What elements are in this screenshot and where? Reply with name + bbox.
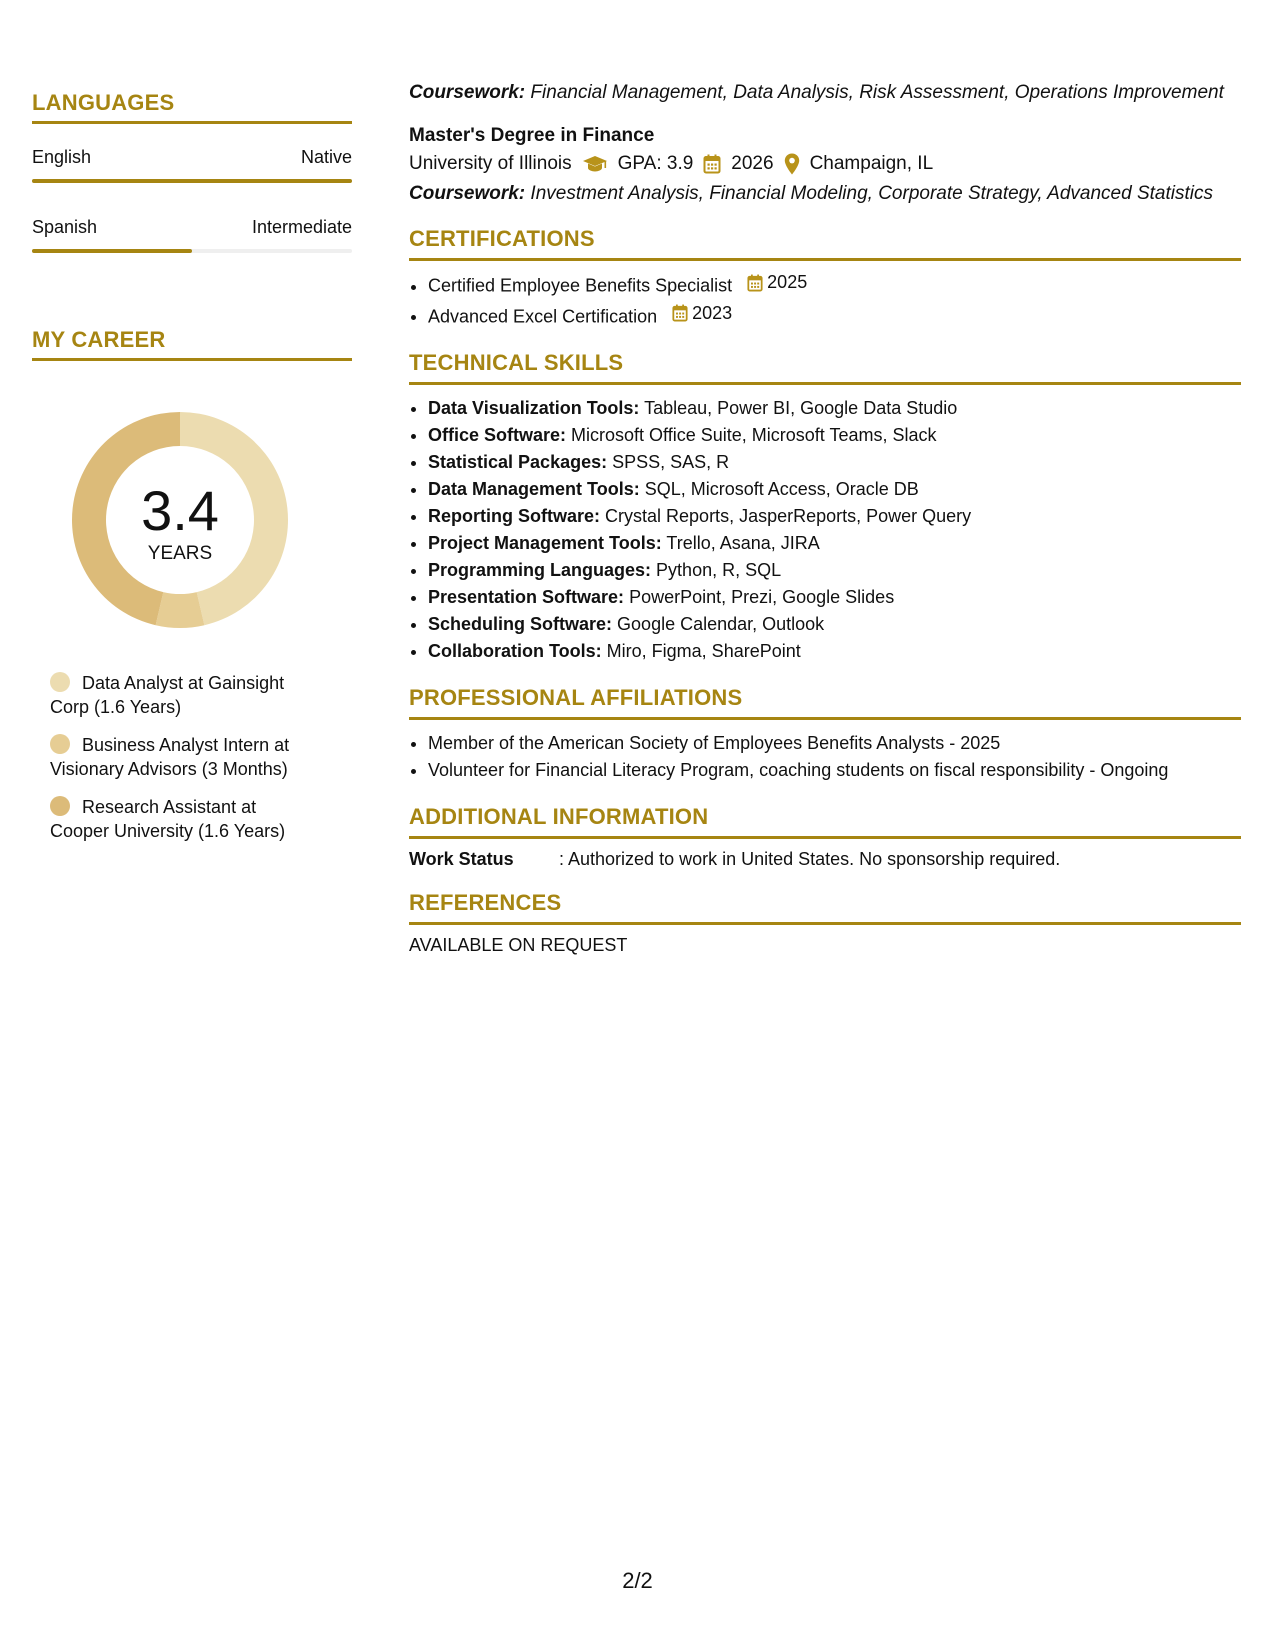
language-item [32, 217, 352, 253]
skill-value: Python, R, SQL [656, 560, 782, 580]
coursework-line [409, 181, 1241, 206]
language-proficiency-bar [32, 249, 352, 253]
skill-label: Statistical Packages: [428, 452, 608, 472]
left-column [32, 90, 352, 857]
skill-item [428, 611, 1241, 638]
certification-item [428, 300, 1241, 331]
certifications-heading: CERTIFICATIONS [409, 226, 1241, 261]
donut-segment-1 [156, 592, 205, 628]
career-heading: MY CAREER [32, 327, 352, 361]
skill-label: Reporting Software: [428, 506, 601, 526]
certifications-section [409, 226, 1241, 330]
language-item [32, 147, 352, 183]
skill-value: Google Calendar, Outlook [617, 614, 825, 634]
references-heading: REFERENCES [409, 890, 1241, 925]
skill-value: Miro, Figma, SharePoint [606, 641, 801, 661]
language-name: Spanish [32, 217, 98, 237]
work-status-label: Work Status [409, 849, 514, 869]
certification-year: 2025 [767, 272, 808, 292]
skill-label: Data Management Tools: [428, 479, 640, 499]
certification-name: Certified Employee Benefits Specialist [428, 275, 733, 296]
career-total-unit: YEARS [147, 543, 213, 564]
certifications-list [409, 269, 1241, 330]
career-legend-item [50, 795, 320, 843]
certification-item [428, 269, 1241, 300]
skill-item [428, 449, 1241, 476]
languages-heading: LANGUAGES [32, 90, 352, 124]
degree-title: Master's Degree in Finance [409, 125, 655, 146]
skills-section [409, 350, 1241, 665]
skill-item [428, 530, 1241, 557]
calendar-icon [747, 274, 763, 292]
calendar-icon [672, 304, 688, 322]
career-total-years: 3.4 [141, 479, 219, 542]
affiliations-section [409, 685, 1241, 784]
language-proficiency-bar [32, 179, 352, 183]
calendar-icon [703, 154, 721, 174]
work-status-value: : Authorized to work in United States. No sponsorship required. [559, 849, 1061, 869]
career-legend-item [50, 733, 320, 781]
references-section [409, 890, 1241, 956]
career-donut-chart [65, 405, 295, 635]
skill-item [428, 422, 1241, 449]
career-donut-center [65, 479, 295, 565]
language-name: English [32, 147, 92, 167]
skill-item [428, 584, 1241, 611]
skills-heading: TECHNICAL SKILLS [409, 350, 1241, 385]
skill-label: Office Software: [428, 425, 567, 445]
skill-value: Crystal Reports, JasperReports, Power Query [605, 506, 972, 526]
skill-value: Trello, Asana, JIRA [666, 533, 820, 553]
skill-item [428, 395, 1241, 422]
degree-meta [409, 153, 1241, 175]
affiliation-item: • Member of the American Society of Employees Benefits Analysts - 2025 [428, 730, 1241, 757]
skill-item [428, 503, 1241, 530]
degree-school: University of Illinois [409, 153, 572, 174]
skill-label: Presentation Software: [428, 587, 625, 607]
degree-gpa: GPA: 3.9 [617, 153, 694, 174]
career-legend-item [50, 671, 320, 719]
skills-list [409, 395, 1241, 665]
references-text: AVAILABLE ON REQUEST [409, 935, 628, 955]
graduation-cap-icon [582, 155, 608, 173]
additional-info-heading: ADDITIONAL INFORMATION [409, 804, 1241, 839]
language-level: Native [300, 147, 352, 167]
legend-dot-icon [50, 734, 70, 754]
career-legend-label: Data Analyst at Gainsight Corp (1.6 Years) [50, 673, 285, 717]
skill-value: SPSS, SAS, R [612, 452, 730, 472]
skill-value: SQL, Microsoft Access, Oracle DB [644, 479, 919, 499]
skill-value: Tableau, Power BI, Google Data Studio [644, 398, 958, 418]
right-column [409, 80, 1241, 956]
coursework-label: Coursework: [409, 183, 526, 204]
coursework-line [409, 80, 1241, 105]
page-number: 2/2 [622, 1568, 653, 1593]
skill-label: Scheduling Software: [428, 614, 613, 634]
map-pin-icon [784, 153, 800, 175]
affiliation-item: • Volunteer for Financial Literacy Program, coaching students on fiscal responsibility - Ongoing [428, 757, 1241, 784]
degree-year: 2026 [731, 153, 774, 174]
career-legend [32, 671, 352, 843]
career-legend-label: Research Assistant at Cooper University (1.6 Years) [50, 797, 286, 841]
coursework-text: Financial Management, Data Analysis, Risk Assessment, Operations Improvement [530, 82, 1224, 103]
language-level: Intermediate [251, 217, 352, 237]
coursework-text: Investment Analysis, Financial Modeling, Corporate Strategy, Advanced Statistics [530, 183, 1213, 204]
skill-value: Microsoft Office Suite, Microsoft Teams, Slack [571, 425, 937, 445]
degree-location: Champaign, IL [809, 153, 934, 174]
skill-label: Collaboration Tools: [428, 641, 602, 661]
work-status-row [409, 849, 1241, 870]
coursework-label: Coursework: [409, 82, 526, 103]
legend-dot-icon [50, 796, 70, 816]
skill-item [428, 638, 1241, 665]
skill-label: Project Management Tools: [428, 533, 662, 553]
skill-item [428, 476, 1241, 503]
certification-year: 2023 [692, 302, 733, 323]
skill-item [428, 557, 1241, 584]
legend-dot-icon [50, 672, 70, 692]
affiliations-heading: PROFESSIONAL AFFILIATIONS [409, 685, 1241, 720]
additional-info-section [409, 804, 1241, 870]
certification-name: Advanced Excel Certification [428, 306, 658, 326]
affiliations-list [409, 730, 1241, 784]
skill-value: PowerPoint, Prezi, Google Slides [629, 587, 895, 607]
skill-label: Data Visualization Tools: [428, 398, 640, 418]
career-legend-label: Business Analyst Intern at Visionary Advisors (3 Months) [50, 735, 290, 779]
skill-label: Programming Languages: [428, 560, 652, 580]
language-proficiency-fill [32, 249, 192, 253]
language-proficiency-fill [32, 179, 352, 183]
